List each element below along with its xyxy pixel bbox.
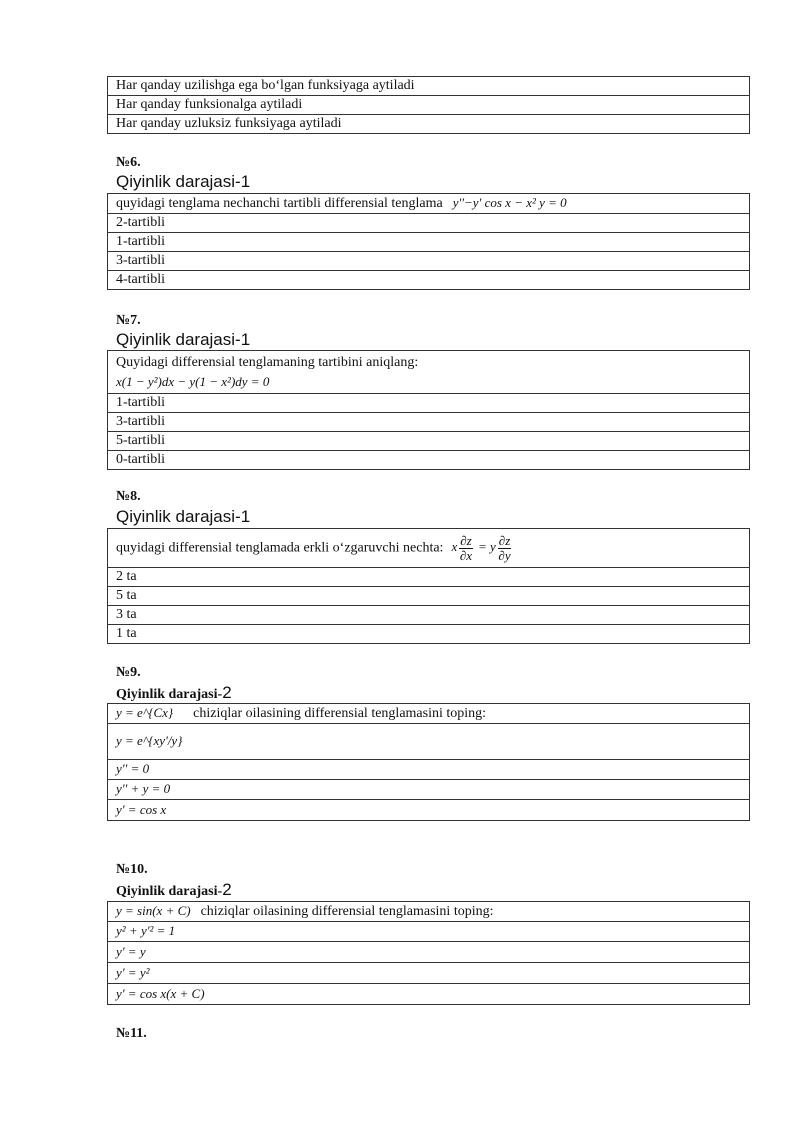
q10-level: Qiyinlik darajasi-2	[116, 880, 232, 899]
q5-option-1: Har qanday uzilishga ega bo‘lgan funksiyaga aytiladi	[108, 77, 750, 96]
q7-option-4: 0-tartibli	[108, 451, 750, 470]
q8-number: №8.	[116, 489, 141, 504]
q8-option-1: 2 ta	[108, 568, 750, 587]
q8-table	[107, 528, 750, 644]
q6-level: Qiyinlik darajasi-1	[116, 172, 251, 191]
q11-number: №11.	[116, 1026, 147, 1041]
q9-option-4: y' = cos x	[108, 800, 750, 821]
q7-level: Qiyinlik darajasi-1	[116, 330, 251, 349]
q7-option-1: 1-tartibli	[108, 394, 750, 413]
q10-question: chiziqlar oilasining differensial tenglamasini toping:	[200, 904, 494, 919]
q8-question: quyidagi differensial tenglamada erkli o‘zgaruvchi nechta:	[116, 539, 444, 555]
q8-equation: x $\frac{\partial z}{\partial x}$ = y $\frac{\partial z}{\partial y}$	[451, 532, 511, 563]
q7-equation: x(1 − y²)dx − y(1 − x²)dy = 0	[116, 373, 270, 389]
q9-option-1: y = e^{xy'/y}	[108, 724, 750, 760]
q10-table	[107, 901, 750, 1005]
q5-options-table	[107, 76, 750, 134]
q10-option-2: y' = y	[108, 942, 750, 963]
q5-option-2: Har qanday funksionalga aytiladi	[108, 96, 750, 115]
q9-level: Qiyinlik darajasi-2	[116, 683, 232, 702]
q9-option-2: y'' = 0	[108, 760, 750, 780]
q6-option-1: 2-tartibli	[108, 214, 750, 233]
q6-option-2: 1-tartibli	[108, 233, 750, 252]
q7-number: №7.	[116, 313, 141, 328]
q6-option-3: 3-tartibli	[108, 252, 750, 271]
q7-question-cell	[108, 351, 750, 394]
q10-option-3: y' = y²	[108, 963, 750, 984]
q9-table	[107, 703, 750, 821]
q8-question-cell	[108, 529, 750, 568]
q10-equation: y = sin(x + C)	[116, 903, 191, 918]
q8-level: Qiyinlik darajasi-1	[116, 507, 251, 526]
q10-number: №10.	[116, 862, 148, 877]
q7-question: Quyidagi differensial tenglamaning tartibini aniqlang:	[116, 354, 419, 370]
q7-option-2: 3-tartibli	[108, 413, 750, 432]
q5-option-3: Har qanday uzluksiz funksiyaga aytiladi	[108, 115, 750, 134]
q9-question: chiziqlar oilasining differensial tenglamasini toping:	[193, 706, 487, 721]
q10-option-4: y' = cos x(x + C)	[108, 984, 750, 1005]
q8-option-2: 5 ta	[108, 587, 750, 606]
q9-equation: y = e^{Cx}	[116, 705, 174, 720]
q10-question-cell	[108, 902, 750, 922]
q9-number: №9.	[116, 665, 141, 680]
q6-table	[107, 193, 750, 290]
q10-option-1: y² + y'² = 1	[108, 922, 750, 942]
q6-equation: y''−y' cos x − x² y = 0	[452, 195, 567, 210]
q7-table	[107, 350, 750, 470]
q8-option-4: 1 ta	[108, 625, 750, 644]
q6-question: quyidagi tenglama nechanchi tartibli differensial tenglama y''−y' cos x − x² y = 0	[108, 194, 750, 214]
q6-option-4: 4-tartibli	[108, 271, 750, 290]
q9-option-3: y'' + y = 0	[108, 780, 750, 800]
q8-option-3: 3 ta	[108, 606, 750, 625]
q6-number: №6.	[116, 155, 141, 170]
q9-question-cell	[108, 704, 750, 724]
q7-option-3: 5-tartibli	[108, 432, 750, 451]
